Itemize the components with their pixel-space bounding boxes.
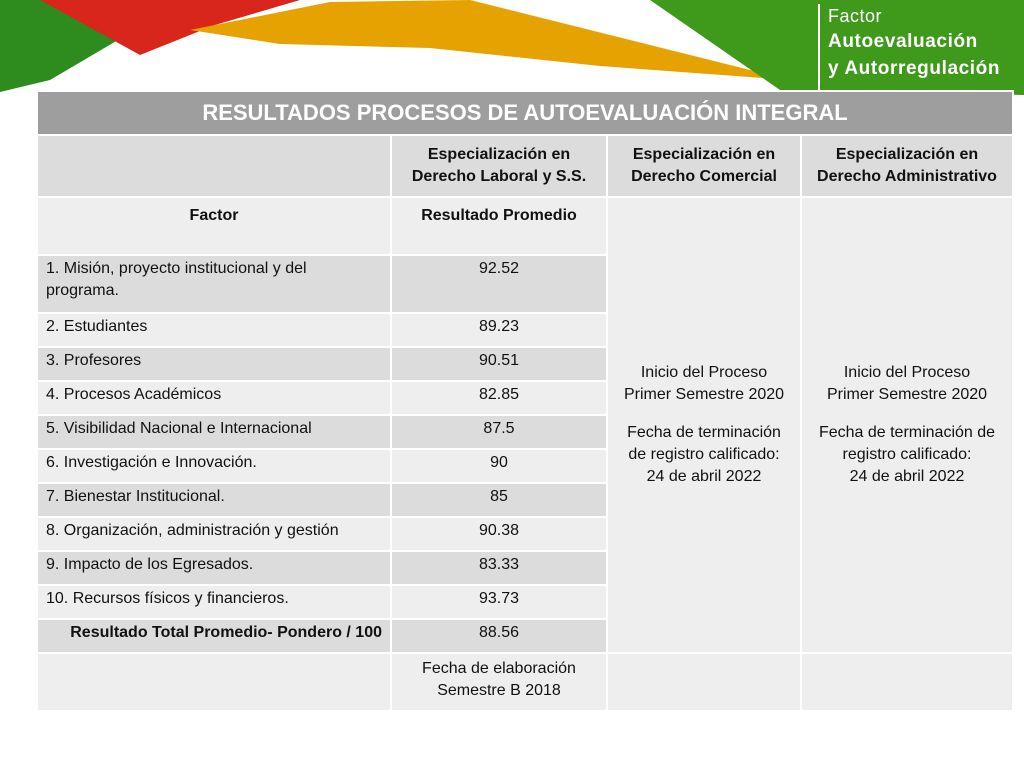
elaboration-date-cell: Fecha de elaboración Semestre B 2018 [391, 653, 607, 711]
administrativo-status-cell: Inicio del Proceso Primer Semestre 2020 Fecha de terminación de registro calificado: 24 de abril 2022 [801, 197, 1013, 653]
factor-cell: 10. Recursos físicos y financieros. [37, 585, 391, 619]
column-header-laboral: Especialización en Derecho Laboral y S.S. [391, 135, 607, 197]
table-title: RESULTADOS PROCESOS DE AUTOEVALUACIÓN INTEGRAL [37, 91, 1013, 135]
brand-line-3: y Autorregulación [828, 58, 1001, 79]
column-header-administrativo: Especialización en Derecho Administrativo [801, 135, 1013, 197]
value-cell: 90 [391, 449, 607, 483]
value-cell: 87.5 [391, 415, 607, 449]
brand-line-1: Factor [828, 6, 883, 26]
results-table [36, 90, 1014, 712]
factor-cell: 9. Impacto de los Egresados. [37, 551, 391, 585]
factor-header: Factor [37, 197, 391, 255]
factor-cell: 2. Estudiantes [37, 313, 391, 347]
factor-cell: 5. Visibilidad Nacional e Internacional [37, 415, 391, 449]
column-header-comercial: Especialización en Derecho Comercial [607, 135, 801, 197]
value-cell: 93.73 [391, 585, 607, 619]
empty-header-cell [37, 135, 391, 197]
result-header: Resultado Promedio [391, 197, 607, 255]
factor-cell: 7. Bienestar Institucional. [37, 483, 391, 517]
footer-empty-cell [37, 653, 391, 711]
value-cell: 83.33 [391, 551, 607, 585]
comercial-status-cell: Inicio del Proceso Primer Semestre 2020 Fecha de terminación de registro calificado: 24 de abril 2022 [607, 197, 801, 653]
value-cell: 90.51 [391, 347, 607, 381]
factor-cell: 8. Organización, administración y gestión [37, 517, 391, 551]
value-cell: 92.52 [391, 255, 607, 313]
factor-cell: 1. Misión, proyecto institucional y del programa. [37, 255, 391, 313]
value-cell: 90.38 [391, 517, 607, 551]
footer-empty-cell [607, 653, 801, 711]
brand-logo [818, 4, 1018, 90]
total-label: Resultado Total Promedio- Pondero / 100 [37, 619, 391, 653]
total-value: 88.56 [391, 619, 607, 653]
factor-cell: 3. Profesores [37, 347, 391, 381]
value-cell: 82.85 [391, 381, 607, 415]
factor-cell: 6. Investigación e Innovación. [37, 449, 391, 483]
value-cell: 85 [391, 483, 607, 517]
brand-line-2: Autoevaluación [828, 31, 978, 52]
footer-empty-cell [801, 653, 1013, 711]
value-cell: 89.23 [391, 313, 607, 347]
factor-cell: 4. Procesos Académicos [37, 381, 391, 415]
